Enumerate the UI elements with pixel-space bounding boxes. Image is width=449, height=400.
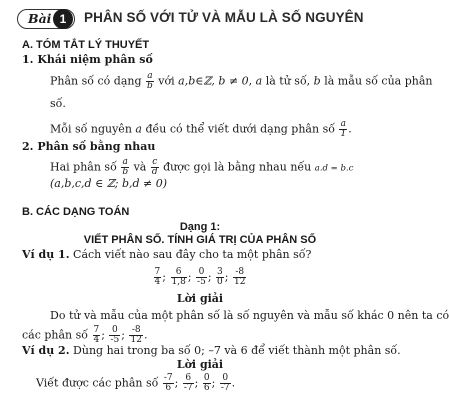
solution-1-line1: Do tử và mẫu của một phân số là số nguyên và mẫu số khác 0 nên ta có bbox=[50, 309, 449, 322]
solution-2-line: Viết được các phân số $\frac{-7}{6}$ ; $\frac{6}{-7}$ ; $\frac{0}{6}$ ; $\frac{0}{-7}$ . bbox=[36, 373, 236, 393]
fraction bbox=[183, 374, 194, 393]
fraction bbox=[171, 268, 187, 287]
denominator: 1 bbox=[340, 129, 347, 139]
badge-number: 1 bbox=[53, 9, 73, 29]
numerator: 0 bbox=[220, 374, 231, 384]
definition-continuation: số. bbox=[50, 97, 66, 110]
numerator: 6 bbox=[183, 374, 194, 384]
numerator: a bbox=[122, 157, 128, 167]
numerator: 0 bbox=[109, 326, 120, 336]
denominator: 6 bbox=[203, 383, 210, 393]
lesson-title: PHÂN SỐ VỚI TỬ VÀ MẪU LÀ SỐ NGUYÊN bbox=[84, 10, 364, 25]
denominator: b bbox=[147, 81, 153, 91]
denominator: 6 bbox=[165, 383, 172, 393]
denominator: 4 bbox=[93, 335, 100, 345]
fraction-a-1 bbox=[339, 120, 347, 139]
denominator: 1,8 bbox=[171, 277, 186, 287]
numerator: a bbox=[147, 71, 153, 81]
type-title: VIẾT PHÂN SỐ. TÍNH GIÁ TRỊ CỦA PHÂN SỐ bbox=[83, 234, 317, 246]
denominator: 12 bbox=[130, 335, 142, 345]
numerator: a bbox=[340, 119, 346, 129]
badge-word: Bài bbox=[28, 11, 52, 26]
denominator: d bbox=[151, 167, 158, 177]
section-a-title: A. TÓM TẮT LÝ THUYẾT bbox=[22, 39, 150, 51]
denominator: -7 bbox=[183, 383, 193, 393]
denominator: 12 bbox=[234, 277, 246, 287]
numerator: -7 bbox=[163, 373, 173, 383]
subsection-1-title: 1. Khái niệm phân số bbox=[22, 53, 153, 66]
lesson-badge bbox=[17, 9, 75, 29]
definition-paragraph: Phân số có dạng $\frac{a}{b}$ với a,b∈ℤ, b ≠ 0, a là tử số, b là mẫu số của phân bbox=[50, 71, 433, 91]
solution-1-line2: các phân số $\frac{7}{4}$ ; $\frac{0}{-5}$ ; $\frac{-8}{12}$ . bbox=[22, 325, 148, 345]
lesson-header bbox=[12, 8, 392, 30]
numerator: -8 bbox=[129, 326, 142, 336]
fraction-a-b bbox=[146, 72, 154, 91]
numerator: 7 bbox=[93, 325, 100, 335]
subsection-2-title: 2. Phân số bằng nhau bbox=[22, 140, 156, 153]
solution-heading-2: Lời giải bbox=[176, 358, 224, 371]
denominator: -5 bbox=[197, 277, 206, 287]
fraction bbox=[196, 268, 207, 287]
solution-heading-1: Lời giải bbox=[176, 292, 224, 305]
fraction-c-d bbox=[151, 158, 159, 177]
numerator: -8 bbox=[233, 268, 246, 278]
type-label: Dạng 1: bbox=[179, 221, 221, 233]
section-b-title: B. CÁC DẠNG TOÁN bbox=[22, 206, 130, 218]
denominator: 0 bbox=[217, 277, 223, 287]
numerator: c bbox=[152, 157, 158, 167]
example-1-fractions: $\frac{7}{4}$ ; $\frac{6}{1,8}$ ; $\frac{0}{-5}$ ; $\frac{3}{0}$ ; $\frac{-8}{12}$ bbox=[154, 267, 246, 287]
denominator: -7 bbox=[220, 383, 230, 393]
numerator: 6 bbox=[171, 268, 187, 278]
denominator: 4 bbox=[154, 277, 161, 287]
fraction bbox=[163, 374, 174, 393]
integer-as-fraction: Mỗi số nguyên a đều có thể viết dưới dạng phân số $\frac{a}{1}$ . bbox=[50, 119, 352, 139]
fraction bbox=[216, 268, 224, 287]
example-2: Ví dụ 2. Dùng hai trong ba số 0; –7 và 6 để viết thành một phân số. bbox=[22, 344, 401, 357]
fraction-a-b bbox=[121, 158, 129, 177]
numerator: 3 bbox=[217, 267, 223, 277]
numerator: 0 bbox=[196, 268, 207, 278]
equal-fractions-definition: Hai phân số $\frac{a}{b}$ và $\frac{c}{d}$ được gọi là bằng nhau nếu a.d = b.c bbox=[50, 157, 354, 177]
numerator: 0 bbox=[203, 373, 210, 383]
numerator: 7 bbox=[154, 267, 161, 277]
denominator: -5 bbox=[110, 335, 120, 345]
fraction bbox=[220, 374, 231, 393]
denominator: b bbox=[122, 167, 129, 177]
fraction bbox=[154, 268, 162, 287]
fraction bbox=[233, 268, 246, 287]
fraction bbox=[203, 374, 211, 393]
equal-fractions-condition: (a,b,c,d ∈ ℤ; b,d ≠ 0) bbox=[50, 177, 168, 190]
example-1: Ví dụ 1. Cách viết nào sau đây cho ta một phân số? bbox=[22, 248, 312, 261]
